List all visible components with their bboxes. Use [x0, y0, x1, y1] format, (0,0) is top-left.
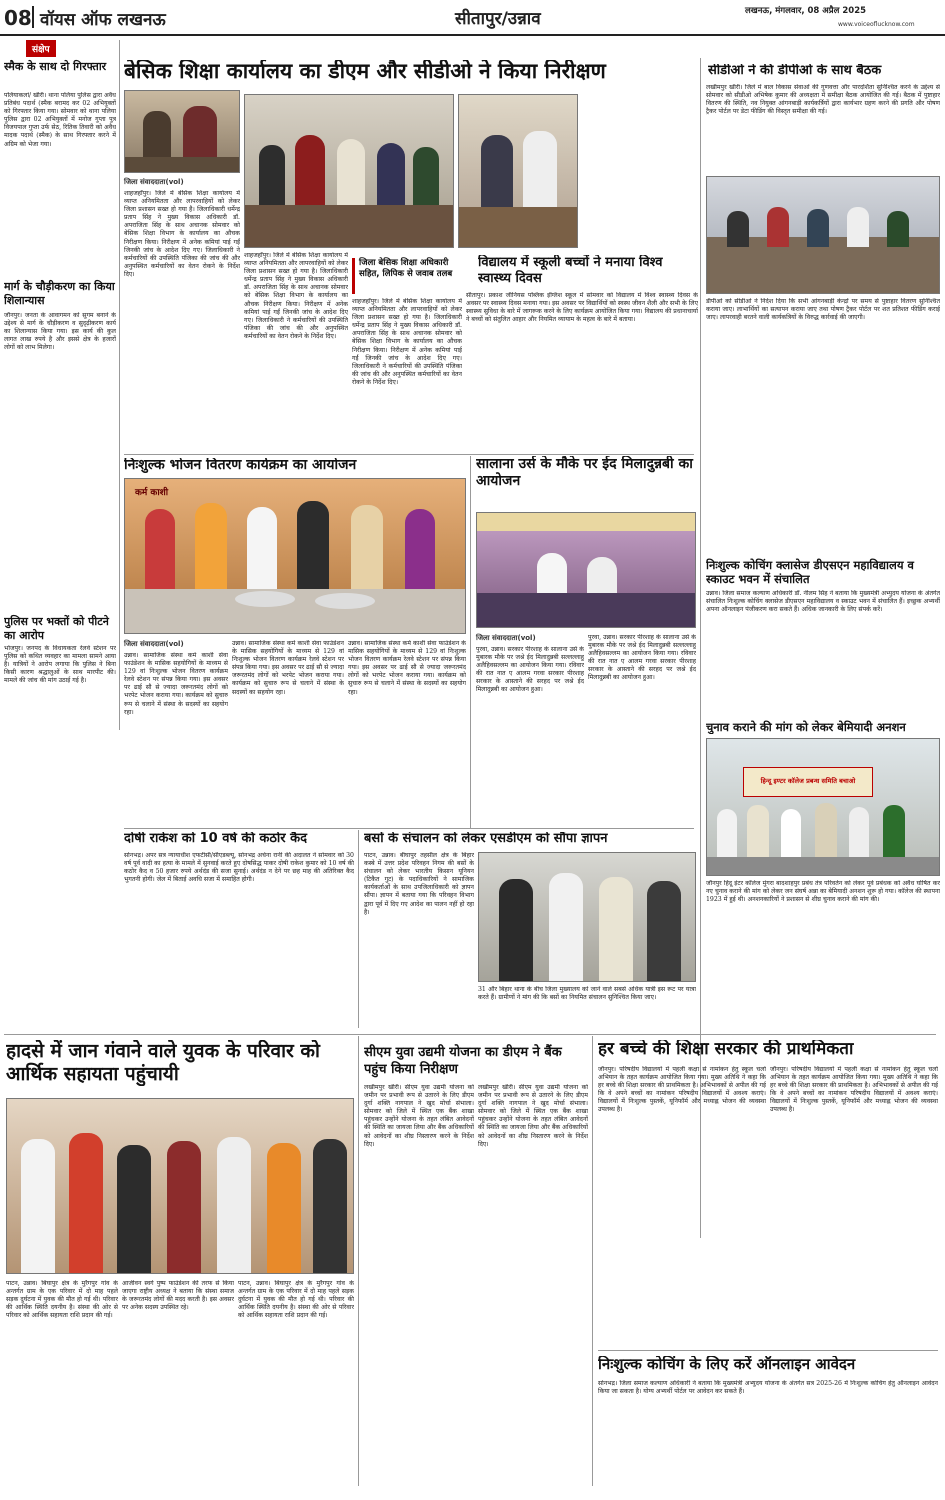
- brief-label: संक्षेप: [26, 40, 56, 57]
- cdo-body: लखीमपुर खीरी। जिले में बाल विकास सेवाओं की गुणवत्ता और पारदर्शिता सुनिश्चित करने के उद्देश्य से सोमवार को सीडीओ अभिषेक कुमार की अध्यक्षता में समीक्षा बैठक आयोजित की गई। बैठक में पुष्टाहार वितरण की स्थिति, नव नियुक्त आंगनबाड़ी कार्यकर्त्रियों द्वारा कार्यभार ग्रहण करने की प्रगति और पोषण ट्रैकर पोर्टल पर डेटा फीडिंग की विस्तृत समीक्षा की गई।: [706, 84, 940, 116]
- food-headline: निःशुल्क भोजन वितरण कार्यक्रम का आयोजन: [124, 458, 357, 473]
- food-byline: जिला संवाददाता(vol): [124, 640, 184, 648]
- brief-3-body: भोजपुर। जनपद के विधायकता रेलवे स्टेशन पर पुलिस को कथित व्यवहार का मामला सामने आया है। यात्रियों ने आरोप लगाया कि पुलिस ने बिना किसी कारण श्रद्धालुओं के साथ मारपीट की। मामले की जांच की मांग उठाई गई है।: [4, 645, 116, 685]
- verdict-headline: दोषी राकेश को 10 वर्ष की कठोर कैद: [124, 832, 307, 846]
- accident-photo: [6, 1098, 354, 1274]
- brief-2-title: मार्ग के चौड़ीकरण का किया शिलान्यास: [4, 280, 115, 307]
- brief-1-body: पलियाकलां/ खीरी। थाना पलिया पुलिस द्वारा अवैध प्रतिबंध पदार्थ (स्मैक बरामद कर 02 अभियुक्तों को गिरफ्तार किया गया। सोमवार को थाना पलिया पुलिस द्वारा 02 अभियुक्तों में मनोज गुप्ता पुत्र विजयपाल गुप्ता उर्फ सेठ, रितिक तिवारी को अवैध मादक पदार्थ (स्मैक) के साथ गिरफ्तार करने में अग्रिम को भेजा गया।: [4, 92, 116, 148]
- bank-body-col1: लखीमपुर खीरी। सीएम युवा उद्यमी योजना को जमीन पर प्रभावी रूप से उतारने के लिए डीएम दुर्गा शक्ति नागपाल ने खुद मोर्चा संभाला। सोमवार को जिले में स्थित एक बैंक शाखा पहुंचकर उन्होंने योजना के तहत लंबित आवेदनों की स्थिति का जायजा लिया और बैंक अधिकारियों को आवेदनों का शीघ्र निस्तारण करने के निर्देश दिए।: [364, 1084, 474, 1148]
- paper-name: वॉयस ऑफ लखनऊ: [40, 10, 166, 30]
- food-body-col3: उन्नाव। सामाजिक संस्था कर्म काशी सेवा फाउंडेशन के मासिक सहयोगियों के माध्यम से 129 वां निःशुल्क भोजन वितरण कार्यक्रम रेलवे स्टेशन पर संपन्न किया गया। इस अवसर पर ढाई सौ से ज्यादा जरूरतमंद लोगों को भरपेट भोजन कराया गया। कार्यक्रम को सुचारु रूप से चलाने में संस्था के सदस्यों का सहयोग रहा।: [348, 640, 466, 696]
- fast-banner: हिन्दू इण्टर कॉलेज प्रबन्ध समिति बचाओ: [743, 767, 873, 797]
- education-headline: हर बच्चे की शिक्षा सरकार की प्राथमिकता: [598, 1040, 854, 1059]
- bus-body-col2: 31 और बिहार थाना के बीच जिला मुख्यालय को जाने वाले सबसे अधिक यात्री इस रूट पर यात्रा करते हैं। ग्रामीणों ने मांग की कि बसों का नियमित संचालन सुनिश्चित किया जाए।: [478, 986, 696, 1002]
- urs-body-col1: पुरवा, उन्नाव। सरकार पीरशाह के सालाना उर्स के मुबारक मौके पर जश्ने ईद मिलादुन्नबी सल्लल्लाहु अलैहिवसल्लम का आयोजन किया गया। रविवार की रात नात ए आलम गरवा सरकार पीरशाह सरकार के आस्ताने की सरहद पर जश्ने ईद मिलादुन्नबी का आयोजन हुआ।: [476, 646, 584, 694]
- food-body-col2: उन्नाव। सामाजिक संस्था कर्म काशी सेवा फाउंडेशन के मासिक सहयोगियों के माध्यम से 129 वां निःशुल्क भोजन वितरण कार्यक्रम रेलवे स्टेशन पर संपन्न किया गया। इस अवसर पर ढाई सौ से ज्यादा जरूरतमंद लोगों को भरपेट भोजन कराया गया। कार्यक्रम को सुचारु रूप से चलाने में संस्था के सदस्यों का सहयोग रहा।: [232, 640, 344, 696]
- brief-2-body: जौनपुर। जनता के आवागमन को सुगम बनाने के उद्देश्य से मार्ग के चौड़ीकरण व सुदृढ़ीकरण कार्य का शिलान्यास किया गया। इस कार्य की कुल लागत लाख रुपये है और इससे क्षेत्र के हजारों लोगों को लाभ मिलेगा।: [4, 312, 116, 352]
- health-body: सीतापुर। प्रकाश जीनियस पब्लिक इंग्लिश स्कूल में सोमवार को विद्यालय में विश्व स्वास्थ्य दिवस के अवसर पर स्वास्थ्य दिवस मनाया गया। इस अवसर पर विद्यार्थियों को स्वस्थ जीवन शैली और सभी के लिए स्वास्थ्य सुविधा के बारे में जागरूक करने के लिए कार्यक्रम आयोजित किया गया। विद्यालय की प्रधानाचार्या ने बच्चों को संतुलित आहार और नियमित व्यायाम के महत्व के बारे में बताया।: [466, 292, 698, 324]
- bus-body-col1: पाटन, उन्नाव। बीघापुर तहसील क्षेत्र के बिहार कस्बे में उत्तर प्रदेश परिवहन निगम की बसों के संचालन को लेकर भारतीय किसान यूनियन (टिकैत गुट) के पदाधिकारियों ने सामाजिक कार्यकर्ताओं के साथ उपजिलाधिकारी को ज्ञापन सौंपा। ज्ञापन में बताया गया कि परिवहन विभाग द्वारा पूर्व में दिए गए आदेश का पालन नहीं हो रहा है।: [364, 852, 474, 916]
- lead-body-col2: शाहजहाँपुर। जिले में बेसिक शिक्षा कार्यालय में व्याप्त अनियमितता और लापरवाहियों को लेकर जिला प्रशासन सख्त हो गया है। जिलाधिकारी धर्मेन्द्र प्रताप सिंह ने मुख्य विकास अधिकारी डॉ. अपराजिता सिंह के साथ अचानक सोमवार को बेसिक शिक्षा विभाग के कार्यालय का औचक निरीक्षण किया। निरीक्षण में अनेक कमियां पाई गईं जिनकी जांच के आदेश दिए गए। जिलाधिकारी ने कर्मचारियों की उपस्थिति पंजिका की जांच की और अनुपस्थित कर्मचारियों का वेतन रोकने के निर्देश दिए।: [244, 252, 348, 340]
- bank-headline: सीएम युवा उद्यमी योजना का डीएम ने बैंक पहुंच किया निरीक्षण: [364, 1045, 562, 1077]
- coaching-apply-headline: निःशुल्क कोचिंग के लिए करें ऑनलाइन आवेदन: [598, 1356, 856, 1373]
- cdo-body-2: डीपीओ को सीडीओ ने निर्देश दिया कि सभी आंगनबाड़ी केन्द्रों पर समय से पुष्टाहार वितरण सुनिश्चित कराया जाए। लाभार्थियों का सत्यापन कराया जाए तथा पोषण ट्रैकर पोर्टल पर शत प्रतिशत फीडिंग कराई जाए। लापरवाही बरतने वाली कार्यकत्रियों के विरुद्ध कार्रवाई की जाएगी।: [706, 298, 940, 322]
- education-body-col2: जौनपुर। परिषदीय विद्यालयों में पहली कक्षा से नामांकन हेतु स्कूल चलो अभियान के तहत कार्यक्रम आयोजित किया गया। मुख्य अतिथि ने कहा कि हर बच्चे की शिक्षा सरकार की प्राथमिकता है। अभिभावकों से अपील की गई कि वे अपने बच्चों का नामांकन परिषदीय विद्यालयों में अवश्य कराएं। विद्यालयों में निःशुल्क पुस्तकें, यूनिफॉर्म और मध्याह्न भोजन की व्यवस्था उपलब्ध है।: [770, 1066, 938, 1114]
- brief-1-title: स्मैक के साथ दो गिरफ्तार: [4, 60, 107, 73]
- coaching-apply-body: सोनभद्र। जिला समाज कल्याण अधिकारी ने बताया कि मुख्यमंत्री अभ्युदय योजना के अंतर्गत सत्र 2025-26 में निःशुल्क कोचिंग हेतु ऑनलाइन आवेदन किया जा सकता है। योग्य अभ्यर्थी पोर्टल पर आवेदन कर सकते हैं।: [598, 1380, 938, 1396]
- education-body-col1: जौनपुर। परिषदीय विद्यालयों में पहली कक्षा से नामांकन हेतु स्कूल चलो अभियान के तहत कार्यक्रम आयोजित किया गया। मुख्य अतिथि ने कहा कि हर बच्चे की शिक्षा सरकार की प्राथमिकता है। अभिभावकों से अपील की गई कि वे अपने बच्चों का नामांकन परिषदीय विद्यालयों में अवश्य कराएं। विद्यालयों में निःशुल्क पुस्तकें, यूनिफॉर्म और मध्याह्न भोजन की व्यवस्था उपलब्ध है।: [598, 1066, 766, 1114]
- lead-byline: जिला संवाददाता(vol): [124, 178, 184, 186]
- food-body-col1: उन्नाव। सामाजिक संस्था कर्म काशी सेवा फाउंडेशन के मासिक सहयोगियों के माध्यम से 129 वां निःशुल्क भोजन वितरण कार्यक्रम रेलवे स्टेशन पर संपन्न किया गया। इस अवसर पर ढाई सौ से ज्यादा जरूरतमंद लोगों को भरपेट भोजन कराया गया। कार्यक्रम को सुचारु रूप से चलाने में संस्था के सदस्यों का सहयोग रहा।: [124, 652, 228, 716]
- dateline: लखनऊ, मंगलवार, 08 अप्रैल 2025: [745, 6, 867, 16]
- coaching-body: उन्नाव। जिला समाज कल्याण अधिकारी डॉ. नीलम सिंह ने बताया कि मुख्यमंत्री अभ्युदय योजना के अंतर्गत संचालित निःशुल्क कोचिंग क्लासेज डीएसएन महाविद्यालय व स्काउट भवन में संचालित हैं। इच्छुक अभ्यर्थी अपना ऑनलाइन पंजीकरण करा सकते हैं। अधिक जानकारी के लिए संपर्क करें।: [706, 590, 940, 614]
- fast-body: जौनपुर हिंदू इंटर कॉलेज मुंगरा बादशाहपुर प्रबंध तंत्र परिवर्तन को लेकर पूर्व प्रबंधक को अवैध घोषित कर नए चुनाव कराने की मांग को लेकर जन संघर्ष अन्ना का बेमियादी अनशन शुरू हो गया। कॉलेज की स्थापना 1923 में हुई थी। अनशनकारियों ने प्रशासन से शीघ्र चुनाव कराने की मांग की।: [706, 880, 940, 904]
- lead-photo: [124, 90, 240, 173]
- food-photo-tag: कर्म काशी: [135, 488, 169, 498]
- fast-photo: [706, 738, 940, 876]
- bus-headline: बसों के संचालन को लेकर एसडीएम को सौंपा ज्ञापन: [364, 832, 608, 846]
- verdict-body: सोनभद्र। अपर सत्र न्यायाधीश एफटीसी/सीएडब्ल्यू, सोनभद्र अर्चना रानी की अदालत ने सोमवार को 30 वर्ष पूर्व वादी का हत्या के मामले में सुनवाई करते हुए दोषसिद्ध पाकर दोषी राकेश कुमार को 10 वर्ष की कठोर कैद व 50 हजार रुपये अर्थदंड की सजा सुनाई। अर्थदंड न देने पर छह माह की अतिरिक्त कैद भुगतनी होगी। जेल में बिताई अवधि सजा में समाहित होगी।: [124, 852, 354, 884]
- accident-headline: हादसे में जान गंवाने वाले युवक के परिवार को आर्थिक सहायता पहुंचायी: [6, 1040, 320, 1085]
- food-photo: [124, 478, 466, 634]
- cdo-headline: सीडीओ ने की डीपीओ के साथ बैठक: [708, 64, 882, 78]
- page-number: 08: [4, 6, 32, 30]
- urs-byline: जिला संवाददाता(vol): [476, 634, 536, 642]
- lead-headline: बेसिक शिक्षा कार्यालय का डीएम और सीडीओ ने किया निरीक्षण: [124, 60, 606, 83]
- masthead: [0, 0, 945, 36]
- website: www.voiceoflucknow.com: [838, 21, 915, 28]
- bank-body-col2: लखीमपुर खीरी। सीएम युवा उद्यमी योजना को जमीन पर प्रभावी रूप से उतारने के लिए डीएम दुर्गा शक्ति नागपाल ने खुद मोर्चा संभाला। सोमवार को जिले में स्थित एक बैंक शाखा पहुंचकर उन्होंने योजना के तहत लंबित आवेदनों की स्थिति का जायजा लिया और बैंक अधिकारियों को आवेदनों का शीघ्र निस्तारण करने के निर्देश दिए।: [478, 1084, 588, 1148]
- brief-3-title: पुलिस पर भक्तों को पीटने का आरोप: [4, 615, 109, 642]
- lead-photo-3: [458, 94, 578, 248]
- lead-body-col1: शाहजहाँपुर। जिले में बेसिक शिक्षा कार्यालय में व्याप्त अनियमितता और लापरवाहियों को लेकर जिला प्रशासन सख्त हो गया है। जिलाधिकारी धर्मेन्द्र प्रताप सिंह ने मुख्य विकास अधिकारी डॉ. अपराजिता सिंह के साथ अचानक सोमवार को बेसिक शिक्षा विभाग के कार्यालय का औचक निरीक्षण किया। निरीक्षण में अनेक कमियां पाई गईं जिनकी जांच के आदेश दिए गए। जिलाधिकारी ने कर्मचारियों की उपस्थिति पंजिका की जांच की और अनुपस्थित कर्मचारियों का वेतन रोकने के निर्देश दिए।: [124, 190, 240, 278]
- coaching-headline: निःशुल्क कोचिंग क्लासेज डीएसएन महाविद्यालय व स्काउट भवन में संचालित: [706, 558, 914, 586]
- urs-headline: सालाना उर्स के मौके पर ईद मिलादुन्नबी का आयोजन: [476, 456, 693, 489]
- lead-photo-2: [244, 94, 454, 248]
- fast-headline: चुनाव कराने की मांग को लेकर बेमियादी अनशन: [706, 720, 906, 734]
- accident-body-col1: पाटन, उन्नाव। बिघापुर क्षेत्र के मुरैगपुर गांव के अन्तर्गत ग्राम के एक परिवार में दो माह पहले सड़क दुर्घटना में युवक की मौत हो गई थी। परिवार की आर्थिक स्थिति दयनीय है। संस्था की ओर से परिवार को आर्थिक सहायता राशि प्रदान की गई।: [6, 1280, 118, 1320]
- accident-body-col2: आजीवन स्वर्ग पुष्प फाउंडेशन की तरफ से किया जाएगा राष्ट्रीय अध्यक्ष ने बताया कि संस्था समाज के जरूरतमंद लोगों की मदद करती है। इस अवसर पर अनेक सदस्य उपस्थित रहे।: [122, 1280, 234, 1312]
- bus-photo: [478, 852, 696, 982]
- health-headline: विद्यालय में स्कूली बच्चों ने मनाया विश्व स्वास्थ्य दिवस: [478, 255, 663, 286]
- cdo-photo: [706, 176, 940, 294]
- section-title: सीतापुर/उन्नाव: [455, 9, 541, 29]
- pullquote-text: जिला बेसिक शिक्षा अधिकारी सहित, लिपिक से जवाब तलब: [359, 258, 453, 279]
- urs-body-col2: पुरवा, उन्नाव। सरकार पीरशाह के सालाना उर्स के मुबारक मौके पर जश्ने ईद मिलादुन्नबी सल्लल्लाहु अलैहिवसल्लम का आयोजन किया गया। रविवार की रात नात ए आलम गरवा सरकार पीरशाह सरकार के आस्ताने की सरहद पर जश्ने ईद मिलादुन्नबी का आयोजन हुआ।: [588, 634, 696, 682]
- lead-pullquote: [352, 258, 462, 294]
- lead-body-col3: शाहजहाँपुर। जिले में बेसिक शिक्षा कार्यालय में व्याप्त अनियमितता और लापरवाहियों को लेकर जिला प्रशासन सख्त हो गया है। जिलाधिकारी धर्मेन्द्र प्रताप सिंह ने मुख्य विकास अधिकारी डॉ. अपराजिता सिंह के साथ अचानक सोमवार को बेसिक शिक्षा विभाग के कार्यालय का औचक निरीक्षण किया। निरीक्षण में अनेक कमियां पाई गईं जिनकी जांच के आदेश दिए गए। जिलाधिकारी ने कर्मचारियों की उपस्थिति पंजिका की जांच की और अनुपस्थित कर्मचारियों का वेतन रोकने के निर्देश दिए।: [352, 298, 462, 386]
- urs-photo: [476, 512, 696, 628]
- brief-column: [4, 40, 116, 730]
- accident-body-col3: पाटन, उन्नाव। बिघापुर क्षेत्र के मुरैगपुर गांव के अन्तर्गत ग्राम के एक परिवार में दो माह पहले सड़क दुर्घटना में युवक की मौत हो गई थी। परिवार की आर्थिक स्थिति दयनीय है। संस्था की ओर से परिवार को आर्थिक सहायता राशि प्रदान की गई।: [238, 1280, 354, 1320]
